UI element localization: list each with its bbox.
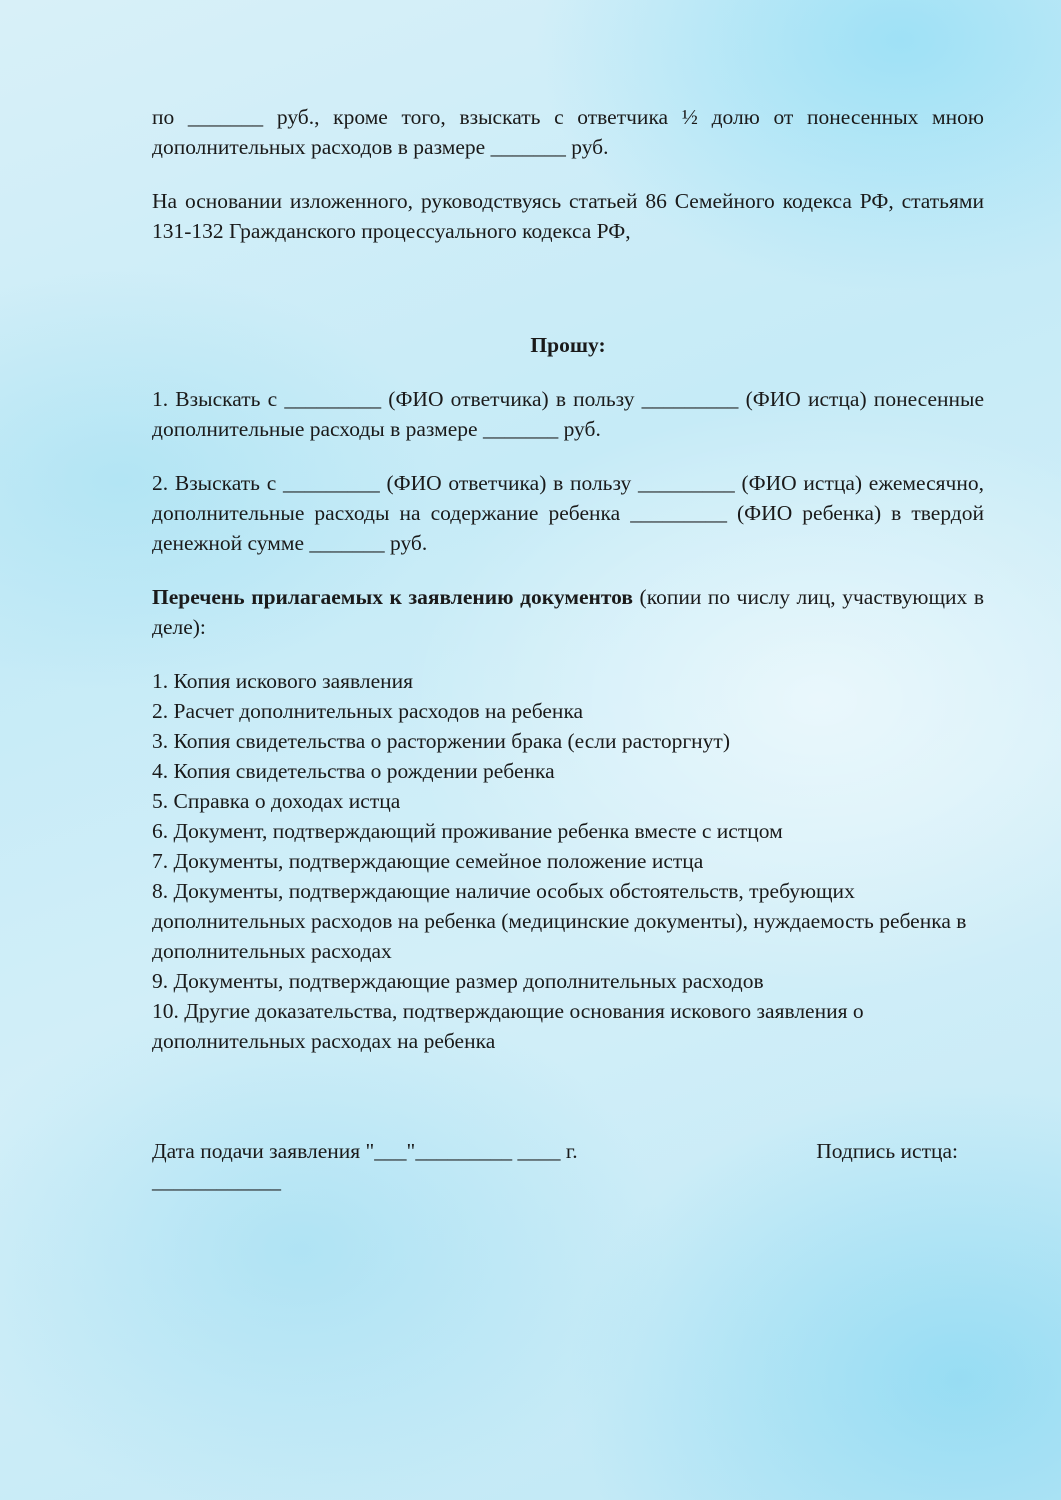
signature-label: Подпись истца: — [816, 1139, 958, 1163]
signature-block — [152, 1136, 984, 1196]
request-item-1: 1. Взыскать с _________ (ФИО ответчика) в пользу _________ (ФИО истца) понесенные дополнительные расходы в размере _______ руб. — [152, 387, 984, 441]
list-item: 8. Документы, подтверждающие наличие особых обстоятельств, требующих дополнительных расходов на ребенка (медицинские документы), нуждаемость ребенка в дополнительных расходах — [152, 879, 967, 963]
attachments-list — [152, 666, 984, 1056]
signature-blank: ____________ — [152, 1169, 281, 1193]
list-item: 10. Другие доказательства, подтверждающие основания искового заявления о дополнительных расходах на ребенка — [152, 999, 864, 1053]
list-item: 1. Копия искового заявления — [152, 669, 414, 693]
document-page — [152, 102, 984, 1196]
filing-date-label: Дата подачи заявления "___"_________ ____ г. — [152, 1139, 578, 1163]
list-item: 5. Справка о доходах истца — [152, 789, 401, 813]
list-item: 2. Расчет дополнительных расходов на ребенка — [152, 699, 584, 723]
date-signature-line — [152, 1136, 958, 1166]
request-item-2: 2. Взыскать с _________ (ФИО ответчика) в пользу _________ (ФИО истца) ежемесячно, дополнительные расходы на содержание ребенка _________ (ФИО ребенка) в твердой денежной сумме _______ руб. — [152, 471, 984, 555]
list-item: 7. Документы, подтверждающие семейное положение истца — [152, 849, 704, 873]
list-item: 3. Копия свидетельства о расторжении брака (если расторгнут) — [152, 729, 730, 753]
attachments-intro — [152, 582, 984, 642]
basis-paragraph: На основании изложенного, руководствуясь статьей 86 Семейного кодекса РФ, статьями 131-132 Гражданского процессуального кодекса РФ, — [152, 189, 984, 243]
attachments-title: Перечень прилагаемых к заявлению документов — [152, 585, 634, 609]
request-heading: Прошу: — [530, 333, 606, 357]
list-item: 9. Документы, подтверждающие размер дополнительных расходов — [152, 969, 764, 993]
list-item: 6. Документ, подтверждающий проживание ребенка вместе с истцом — [152, 819, 783, 843]
intro-paragraph: по _______ руб., кроме того, взыскать с ответчика ½ долю от понесенных мною дополнительных расходов в размере _______ руб. — [152, 105, 984, 159]
list-item: 4. Копия свидетельства о рождении ребенка — [152, 759, 555, 783]
attachments-note: (копии по числу лиц, участвующих в деле): — [152, 585, 984, 639]
